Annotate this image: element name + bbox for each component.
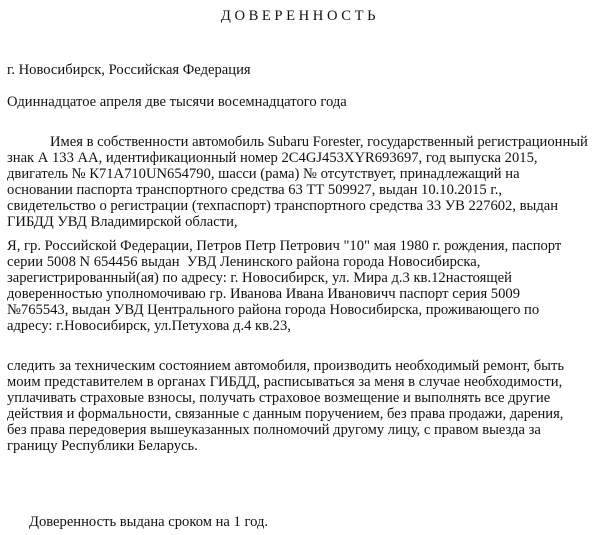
powers-paragraph: [7, 358, 597, 454]
paragraph-line: основании паспорта транспортного средства 63 ТТ 509927, выдан 10.10.2015 г.,: [7, 182, 503, 198]
paragraph-line: №765543, выдан УВД Центрального района города Новосибирска, проживающего по: [7, 302, 540, 318]
paragraph-line: границу Республики Беларусь.: [7, 438, 198, 454]
paragraph-line: свидетельство о регистрации (техпаспорт) транспортного средства 33 УВ 227602, выдан: [7, 198, 559, 214]
validity-line: Доверенность выдана сроком на 1 год.: [29, 514, 269, 530]
document-title: ДОВЕРЕННОСТЬ: [220, 8, 380, 24]
city-line: г. Новосибирск, Российская Федерация: [7, 62, 251, 78]
paragraph-line: Имея в собственности автомобиль Subaru Forester, государственный регистрационный: [50, 134, 588, 150]
paragraph-line: серии 5008 N 654456 выдан УВД Ленинского района города Новосибирска,: [7, 254, 481, 270]
paragraph-line: Я, гр. Российской Федерации, Петров Петр Петрович "10" мая 1980 г. рождения, паспорт: [7, 238, 562, 254]
paragraph-line: моим представителем в органах ГИБДД, расписываться за меня в случае необходимости,: [7, 374, 563, 390]
paragraph-line: без права передоверия вышеуказанных полномочий другому лицу, с правом выезда за: [7, 422, 541, 438]
paragraph-line: ГИБДД УВД Владимирской области,: [7, 214, 238, 230]
paragraph-line: зарегистрированный(ая) по адресу: г. Новосибирск, ул. Мира д.3 кв.12настоящей: [7, 270, 512, 286]
paragraph-line: знак А 133 АА, идентификационный номер 2C4GJ453XYR693697, год выпуска 2015,: [7, 150, 538, 166]
paragraph-line: двигатель № К71А710UN654790, шасси (рама) № отсутствует, принадлежащий на: [7, 166, 520, 182]
paragraph-line: адресу: г.Новосибирск, ул.Петухова д.4 кв.23,: [7, 318, 291, 334]
paragraph-line: следить за техническим состоянием автомобиля, производить необходимый ремонт, быть: [7, 358, 564, 374]
paragraph-line: доверенностью уполномочиваю гр. Иванова Ивана Ивановичч паспорт серия 5009: [7, 286, 520, 302]
date-line: Одиннадцатое апреля две тысячи восемнадцатого года: [7, 94, 347, 110]
parties-paragraph: [7, 238, 597, 334]
paragraph-line: уплачивать страховые взносы, получать страховое возмещение и выполнять все другие: [7, 390, 551, 406]
vehicle-paragraph: [7, 134, 597, 230]
paragraph-line: действия и формальности, связанные с данным поручением, без права продажи, дарения,: [7, 406, 564, 422]
